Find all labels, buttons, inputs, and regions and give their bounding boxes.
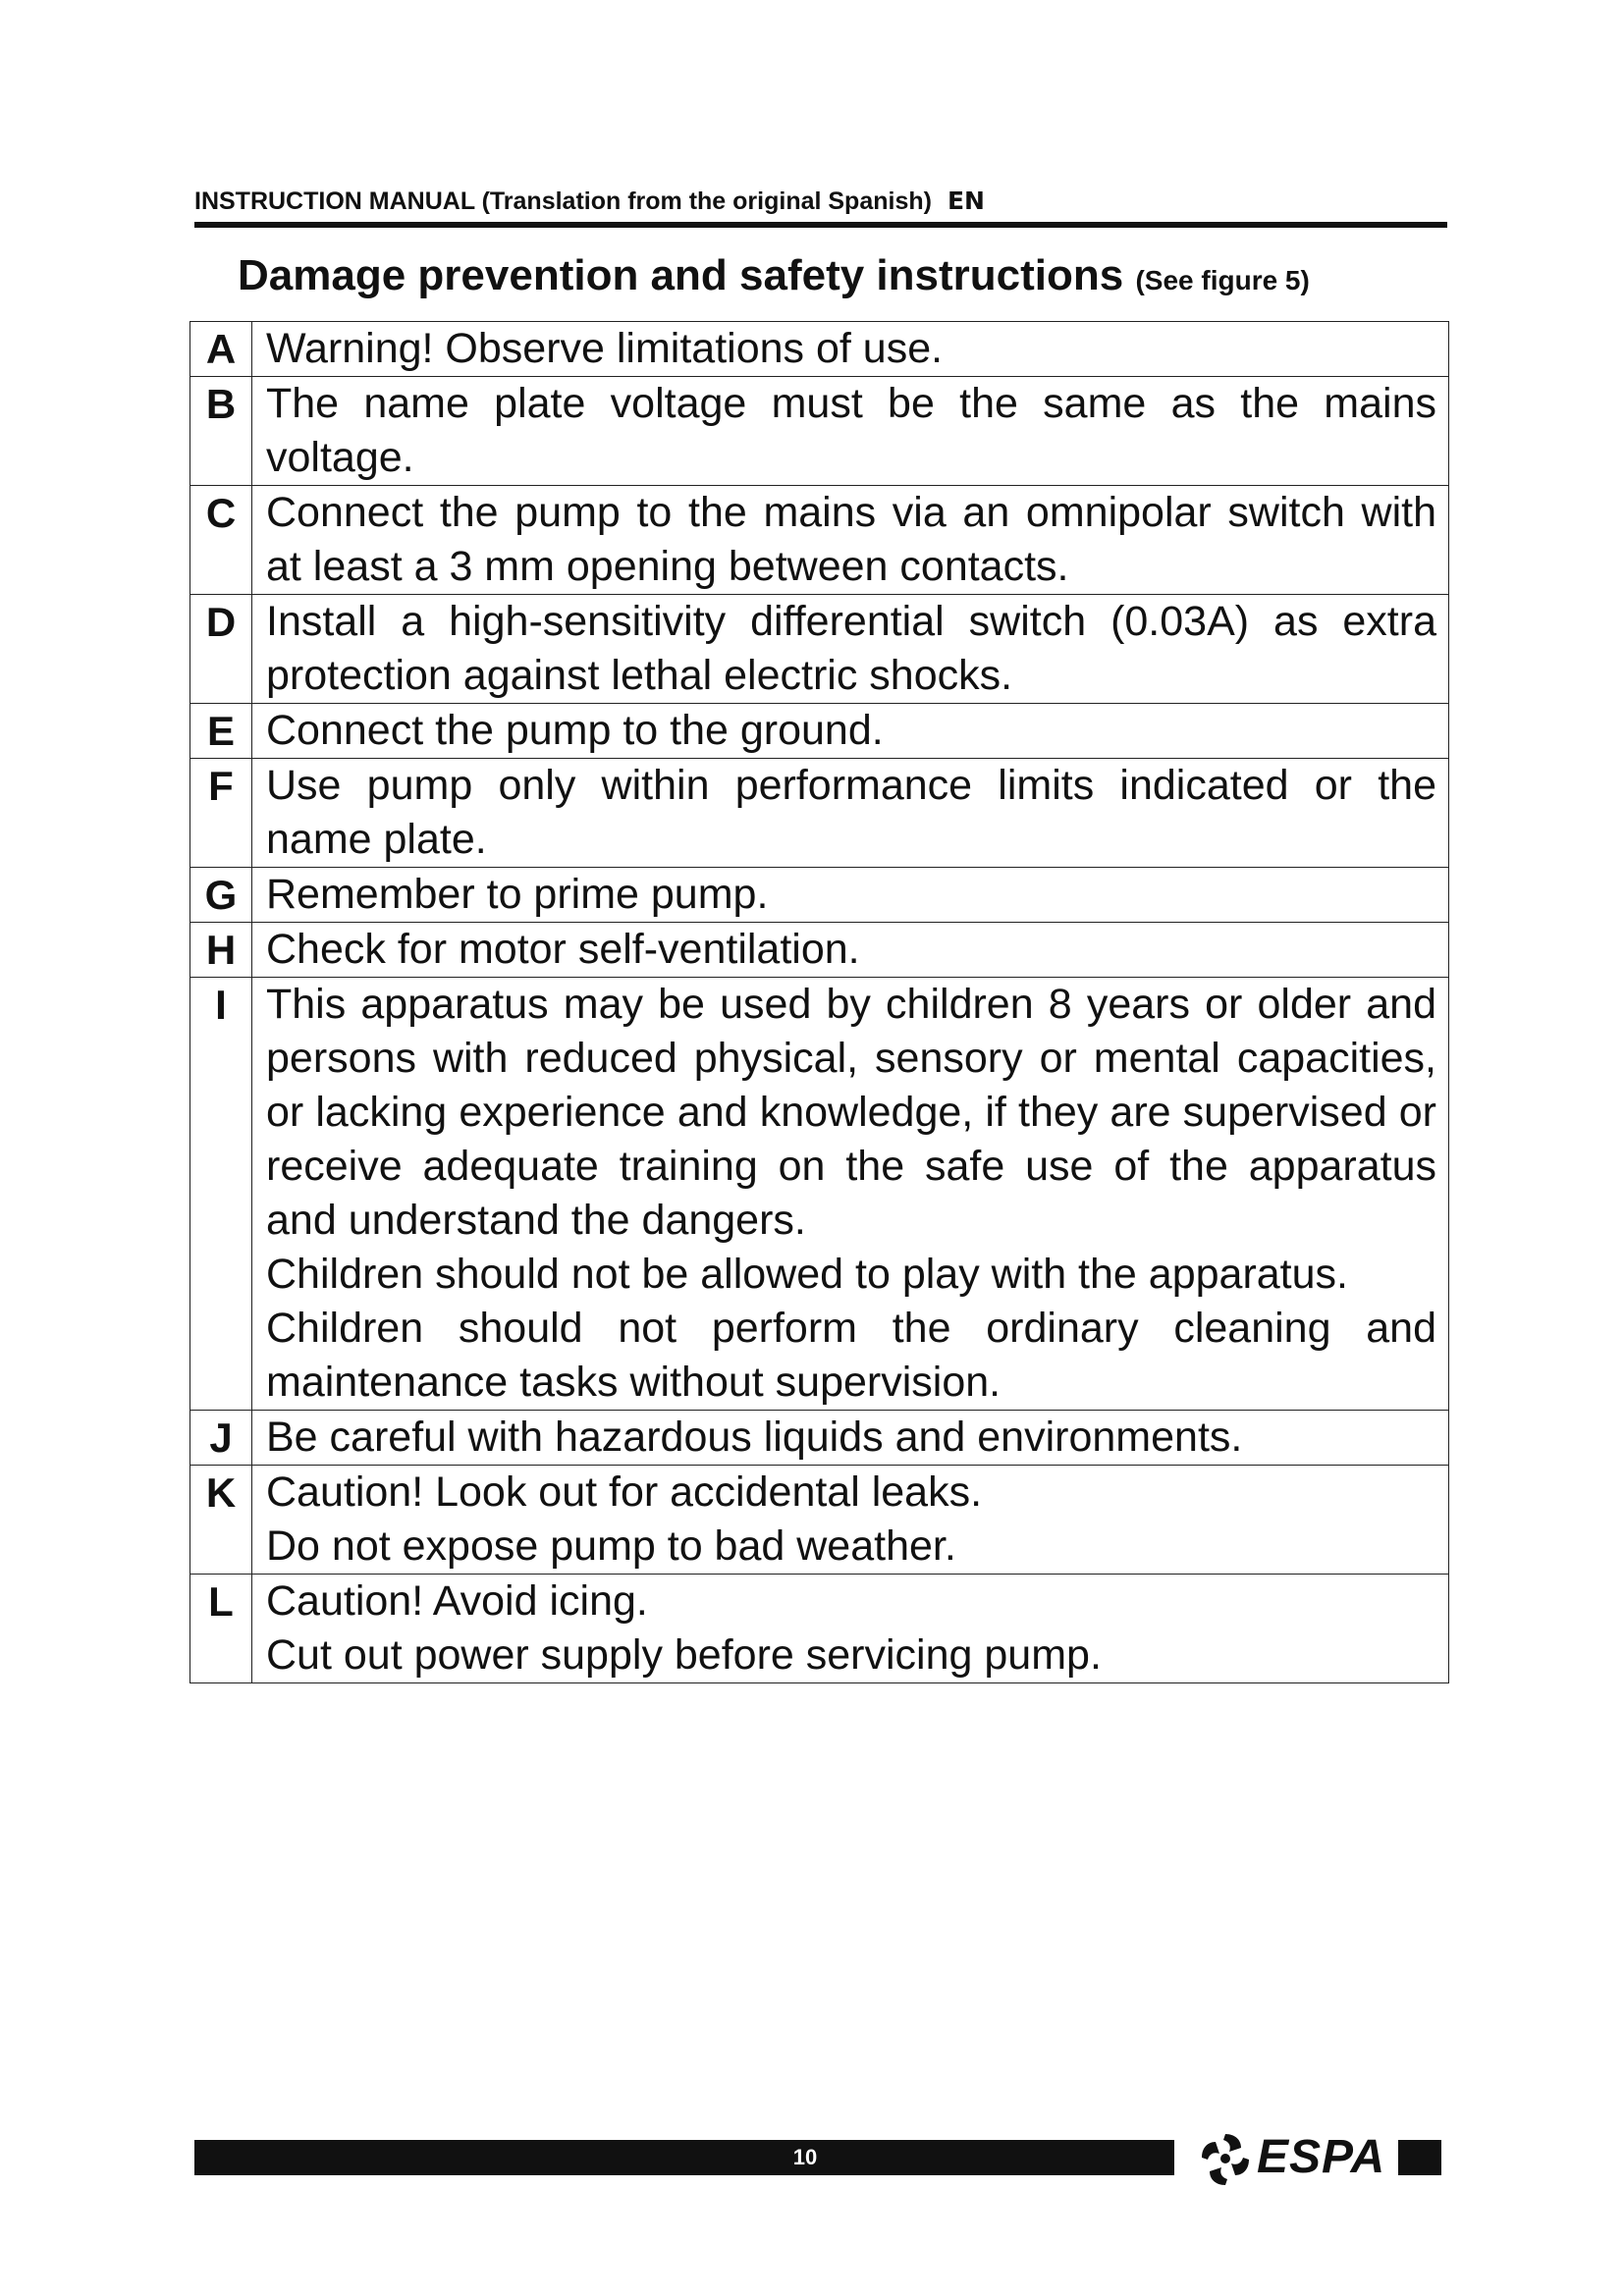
table-row (190, 1411, 1449, 1466)
row-text (252, 377, 1449, 486)
footer-bar (194, 2140, 1174, 2175)
header-text (194, 187, 985, 216)
row-letter: J (190, 1411, 252, 1466)
table-row (190, 759, 1449, 868)
row-letter: B (190, 377, 252, 486)
row-line: Be careful with hazardous liquids and environments. (266, 1414, 1243, 1461)
row-text (252, 978, 1449, 1411)
section-title (238, 251, 1310, 300)
row-line: Caution! Look out for accidental leaks. (266, 1468, 983, 1516)
row-line: Cut out power supply before servicing pump. (266, 1631, 1102, 1679)
section-title-figure-ref: (See figure 5) (1135, 265, 1310, 295)
table-row (190, 377, 1449, 486)
row-letter: H (190, 923, 252, 978)
row-letter: F (190, 759, 252, 868)
row-letter: K (190, 1466, 252, 1575)
table-row (190, 1466, 1449, 1575)
row-line: Connect the pump to the ground. (266, 707, 884, 754)
row-line: Children should not perform the ordinary cleaning and maintenance tasks without supervision. (266, 1305, 1436, 1406)
header-rule (194, 222, 1447, 228)
section-title-main: Damage prevention and safety instructions (238, 251, 1124, 299)
row-line: Check for motor self-ventilation. (266, 926, 860, 973)
table-row (190, 978, 1449, 1411)
row-line: Warning! Observe limitations of use. (266, 325, 944, 372)
table-row (190, 868, 1449, 923)
table-row (190, 923, 1449, 978)
row-letter: L (190, 1575, 252, 1683)
safety-table-body (190, 322, 1449, 1683)
row-line: Use pump only within performance limits indicated or the name plate. (266, 762, 1436, 863)
row-line: Connect the pump to the mains via an omnipolar switch with at least a 3 mm opening between contacts. (266, 489, 1436, 590)
footer-square (1398, 2140, 1441, 2175)
manual-title: INSTRUCTION MANUAL (Translation from the original Spanish) (194, 187, 932, 215)
row-text (252, 704, 1449, 759)
espa-pinwheel-icon (1196, 2128, 1255, 2189)
safety-instructions-table (189, 321, 1449, 1683)
row-line: Do not expose pump to bad weather. (266, 1522, 956, 1570)
row-letter: D (190, 595, 252, 704)
row-text (252, 322, 1449, 377)
row-letter: G (190, 868, 252, 923)
table-row (190, 595, 1449, 704)
table-row (190, 486, 1449, 595)
row-text (252, 1411, 1449, 1466)
row-line: Remember to prime pump. (266, 871, 769, 918)
row-line: Install a high-sensitivity differential switch (0.03A) as extra protection against lethal electric shocks. (266, 598, 1436, 699)
row-text (252, 868, 1449, 923)
page-number: 10 (792, 2145, 818, 2169)
table-row (190, 1575, 1449, 1683)
row-text (252, 759, 1449, 868)
row-text (252, 1575, 1449, 1683)
row-letter: A (190, 322, 252, 377)
espa-logo-text: ESPA (1257, 2131, 1386, 2183)
row-text (252, 486, 1449, 595)
row-letter: E (190, 704, 252, 759)
row-line: Children should not be allowed to play with the apparatus. (266, 1251, 1348, 1298)
row-line: This apparatus may be used by children 8 years or older and persons with reduced physical, sensory or mental capacities, or lacking experience and knowledge, if they are supervised or receive adequate training on the safe use of the apparatus and understand the dangers. (266, 981, 1436, 1244)
row-line: The name plate voltage must be the same as the mains voltage. (266, 380, 1436, 481)
row-text (252, 1466, 1449, 1575)
espa-logo (1196, 2128, 1392, 2189)
table-row (190, 322, 1449, 377)
row-letter: I (190, 978, 252, 1411)
language-code: EN (947, 187, 985, 215)
page-header (194, 183, 1445, 222)
row-text (252, 923, 1449, 978)
row-letter: C (190, 486, 252, 595)
row-text (252, 595, 1449, 704)
table-row (190, 704, 1449, 759)
row-line: Caution! Avoid icing. (266, 1577, 648, 1625)
